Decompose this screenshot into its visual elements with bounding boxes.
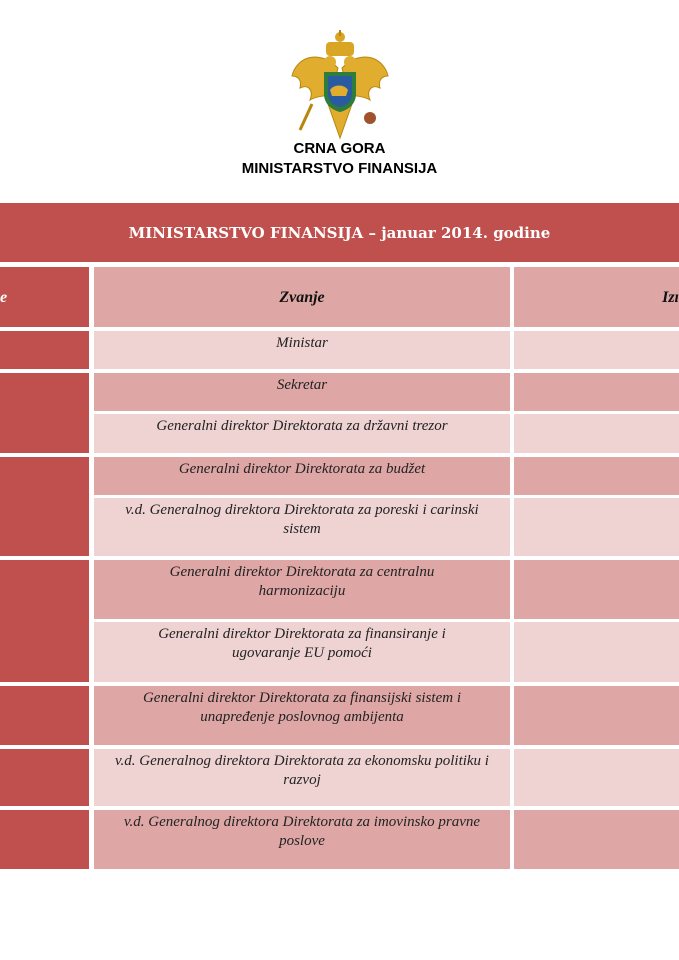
group-cell — [0, 810, 89, 869]
table-title: MINISTARSTVO FINANSIJA – januar 2014. godine — [0, 203, 679, 262]
country-name: CRNA GORA — [293, 140, 386, 157]
group-cell — [0, 686, 89, 745]
table-row-value — [514, 498, 679, 556]
table-row-zvanje: v.d. Generalnog direktora Direktorata za ekonomsku politiku i razvoj — [94, 749, 510, 806]
table-row-zvanje: Ministar — [94, 331, 510, 369]
table-row-value — [514, 749, 679, 806]
coat-of-arms-icon — [288, 28, 392, 146]
table-row-value — [514, 331, 679, 369]
table-row-zvanje: Generalni direktor Direktorata za finansiranje i ugovaranje EU pomoći — [94, 622, 510, 682]
table-row-value — [514, 622, 679, 682]
table-row-zvanje: Generalni direktor Direktorata za budžet — [94, 457, 510, 495]
table-row-value — [514, 560, 679, 619]
table-row-value — [514, 810, 679, 869]
group-cell — [0, 560, 89, 682]
table-row-zvanje: Generalni direktor Direktorata za finansijski sistem i unapređenje poslovnog ambijenta — [94, 686, 510, 745]
column-header-left-label: e — [0, 288, 8, 306]
table-row-value — [514, 414, 679, 453]
group-cell — [0, 749, 89, 806]
table-row-zvanje: Sekretar — [94, 373, 510, 411]
group-cell — [0, 331, 89, 369]
column-header-left — [0, 267, 89, 327]
table-row-value — [514, 457, 679, 495]
table-row-value — [514, 373, 679, 411]
column-header-zvanje: Zvanje — [94, 267, 510, 327]
ministry-name: MINISTARSTVO FINANSIJA — [241, 160, 438, 177]
group-cell — [0, 457, 89, 556]
column-header-right: Izı — [514, 267, 679, 327]
table-row-zvanje: v.d. Generalnog direktora Direktorata za imovinsko pravne poslove — [94, 810, 510, 869]
table-row-value — [514, 686, 679, 745]
group-cell — [0, 373, 89, 453]
table-row-zvanje: Generalni direktor Direktorata za centralnu harmonizaciju — [94, 560, 510, 619]
table-row-zvanje: v.d. Generalnog direktora Direktorata za poreski i carinski sistem — [94, 498, 510, 556]
table-row-zvanje: Generalni direktor Direktorata za državni trezor — [94, 414, 510, 453]
